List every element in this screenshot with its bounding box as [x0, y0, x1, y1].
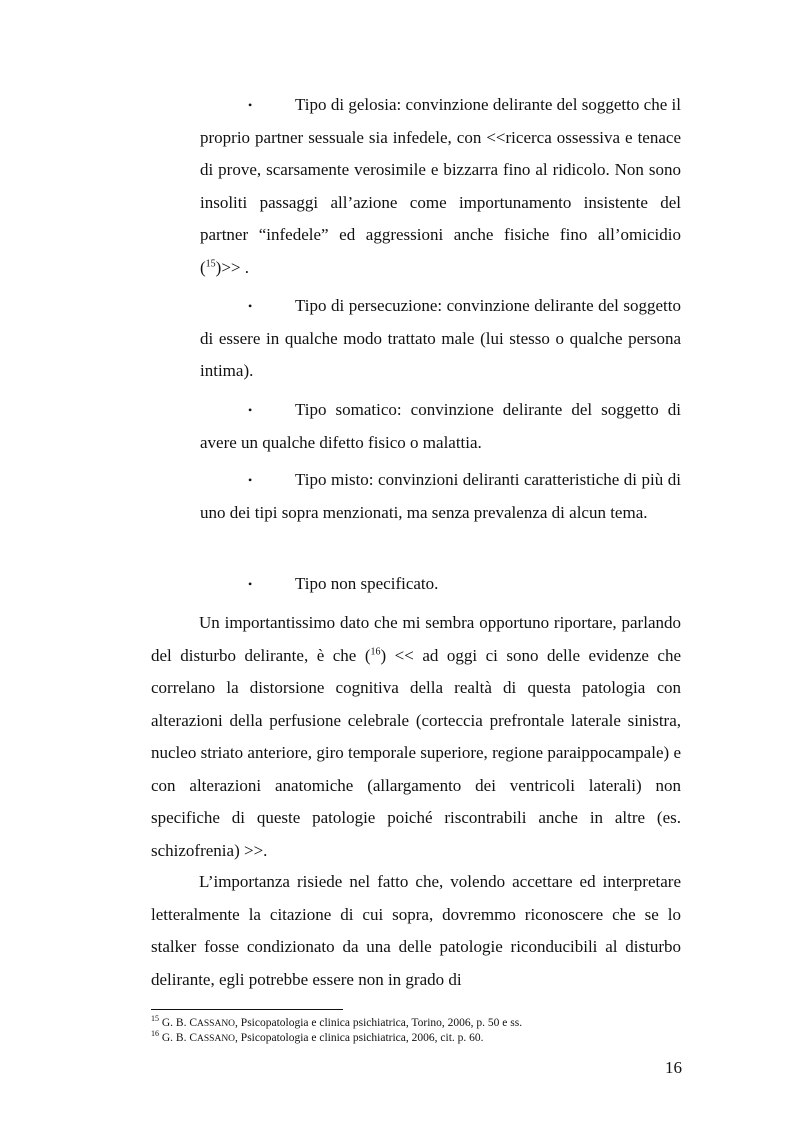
- list-item-text: Tipo di persecuzione: convinzione delirante del soggetto di essere in qualche modo trattato male (lui stesso o qualche persona intima).: [200, 296, 681, 380]
- list-item: [200, 290, 681, 388]
- footnote: $^{16}$ G. B. CASSANO, Psicopatologia e clinica psichiatrica, 2006, cit. p. 60.: [151, 1029, 484, 1044]
- list-item: [200, 568, 681, 601]
- footnote-divider: [151, 1009, 343, 1010]
- list-item-text: Tipo somatico: convinzione delirante del soggetto di avere un qualche difetto fisico o malattia.: [200, 400, 681, 452]
- list-item: [200, 464, 681, 529]
- list-item-text-end: )>> .: [215, 257, 250, 277]
- footnote: $^{15}$ G. B. CASSANO, Psicopatologia e clinica psichiatrica, Torino, 2006, p. 50 e ss.: [151, 1014, 523, 1029]
- footnote-ref: 15: [205, 257, 216, 269]
- body-paragraph: Un importantissimo dato che mi sembra opportuno riportare, parlando del disturbo delirante, è che ($^{16}$) << ad oggi ci sono delle evidenze che correlano la distorsione cognitiva della realtà di questa patologia con alterazioni della perfusione celebrale (corteccia prefrontale laterale sinistra, nucleo striato anteriore, giro temporale superiore, regione paraippocampale) e con alterazioni anatomiche (allargamento dei ventricoli laterali) non specifiche di queste patologie poiché riscontrabili anche in altre (es. schizofrenia) >>.: [151, 613, 681, 860]
- list-item: [200, 394, 681, 459]
- list-item: [200, 89, 681, 284]
- footnote-ref: 16: [370, 645, 381, 657]
- bullet-icon: •: [248, 403, 253, 417]
- bullet-icon: •: [248, 98, 253, 112]
- body-paragraph: L’importanza risiede nel fatto che, volendo accettare ed interpretare letteralmente la citazione di cui sopra, dovremmo riconoscere che se lo stalker fosse condizionato da una delle patologie riconducibili al disturbo delirante, egli potrebbe essere non in grado di: [151, 872, 681, 989]
- page-number: 16: [665, 1058, 682, 1077]
- list-item-text: Tipo di gelosia: convinzione delirante del soggetto che il proprio partner sessuale sia infedele, con <<ricerca ossessiva e tenace di prove, scarsamente verosimile e bizzarra fino al ridicolo. Non sono insoliti passaggi all’azione come importunamento insistente del partner “infedele” ed aggressioni anche fisiche fino all’omicidio (: [200, 95, 681, 277]
- bullet-icon: •: [248, 473, 253, 487]
- list-item-text: Tipo non specificato.: [295, 574, 439, 593]
- list-item-text: Tipo misto: convinzioni deliranti caratteristiche di più di uno dei tipi sopra menzionati, ma senza prevalenza di alcun tema.: [200, 470, 681, 522]
- bullet-icon: •: [248, 577, 253, 591]
- bullet-icon: •: [248, 299, 253, 313]
